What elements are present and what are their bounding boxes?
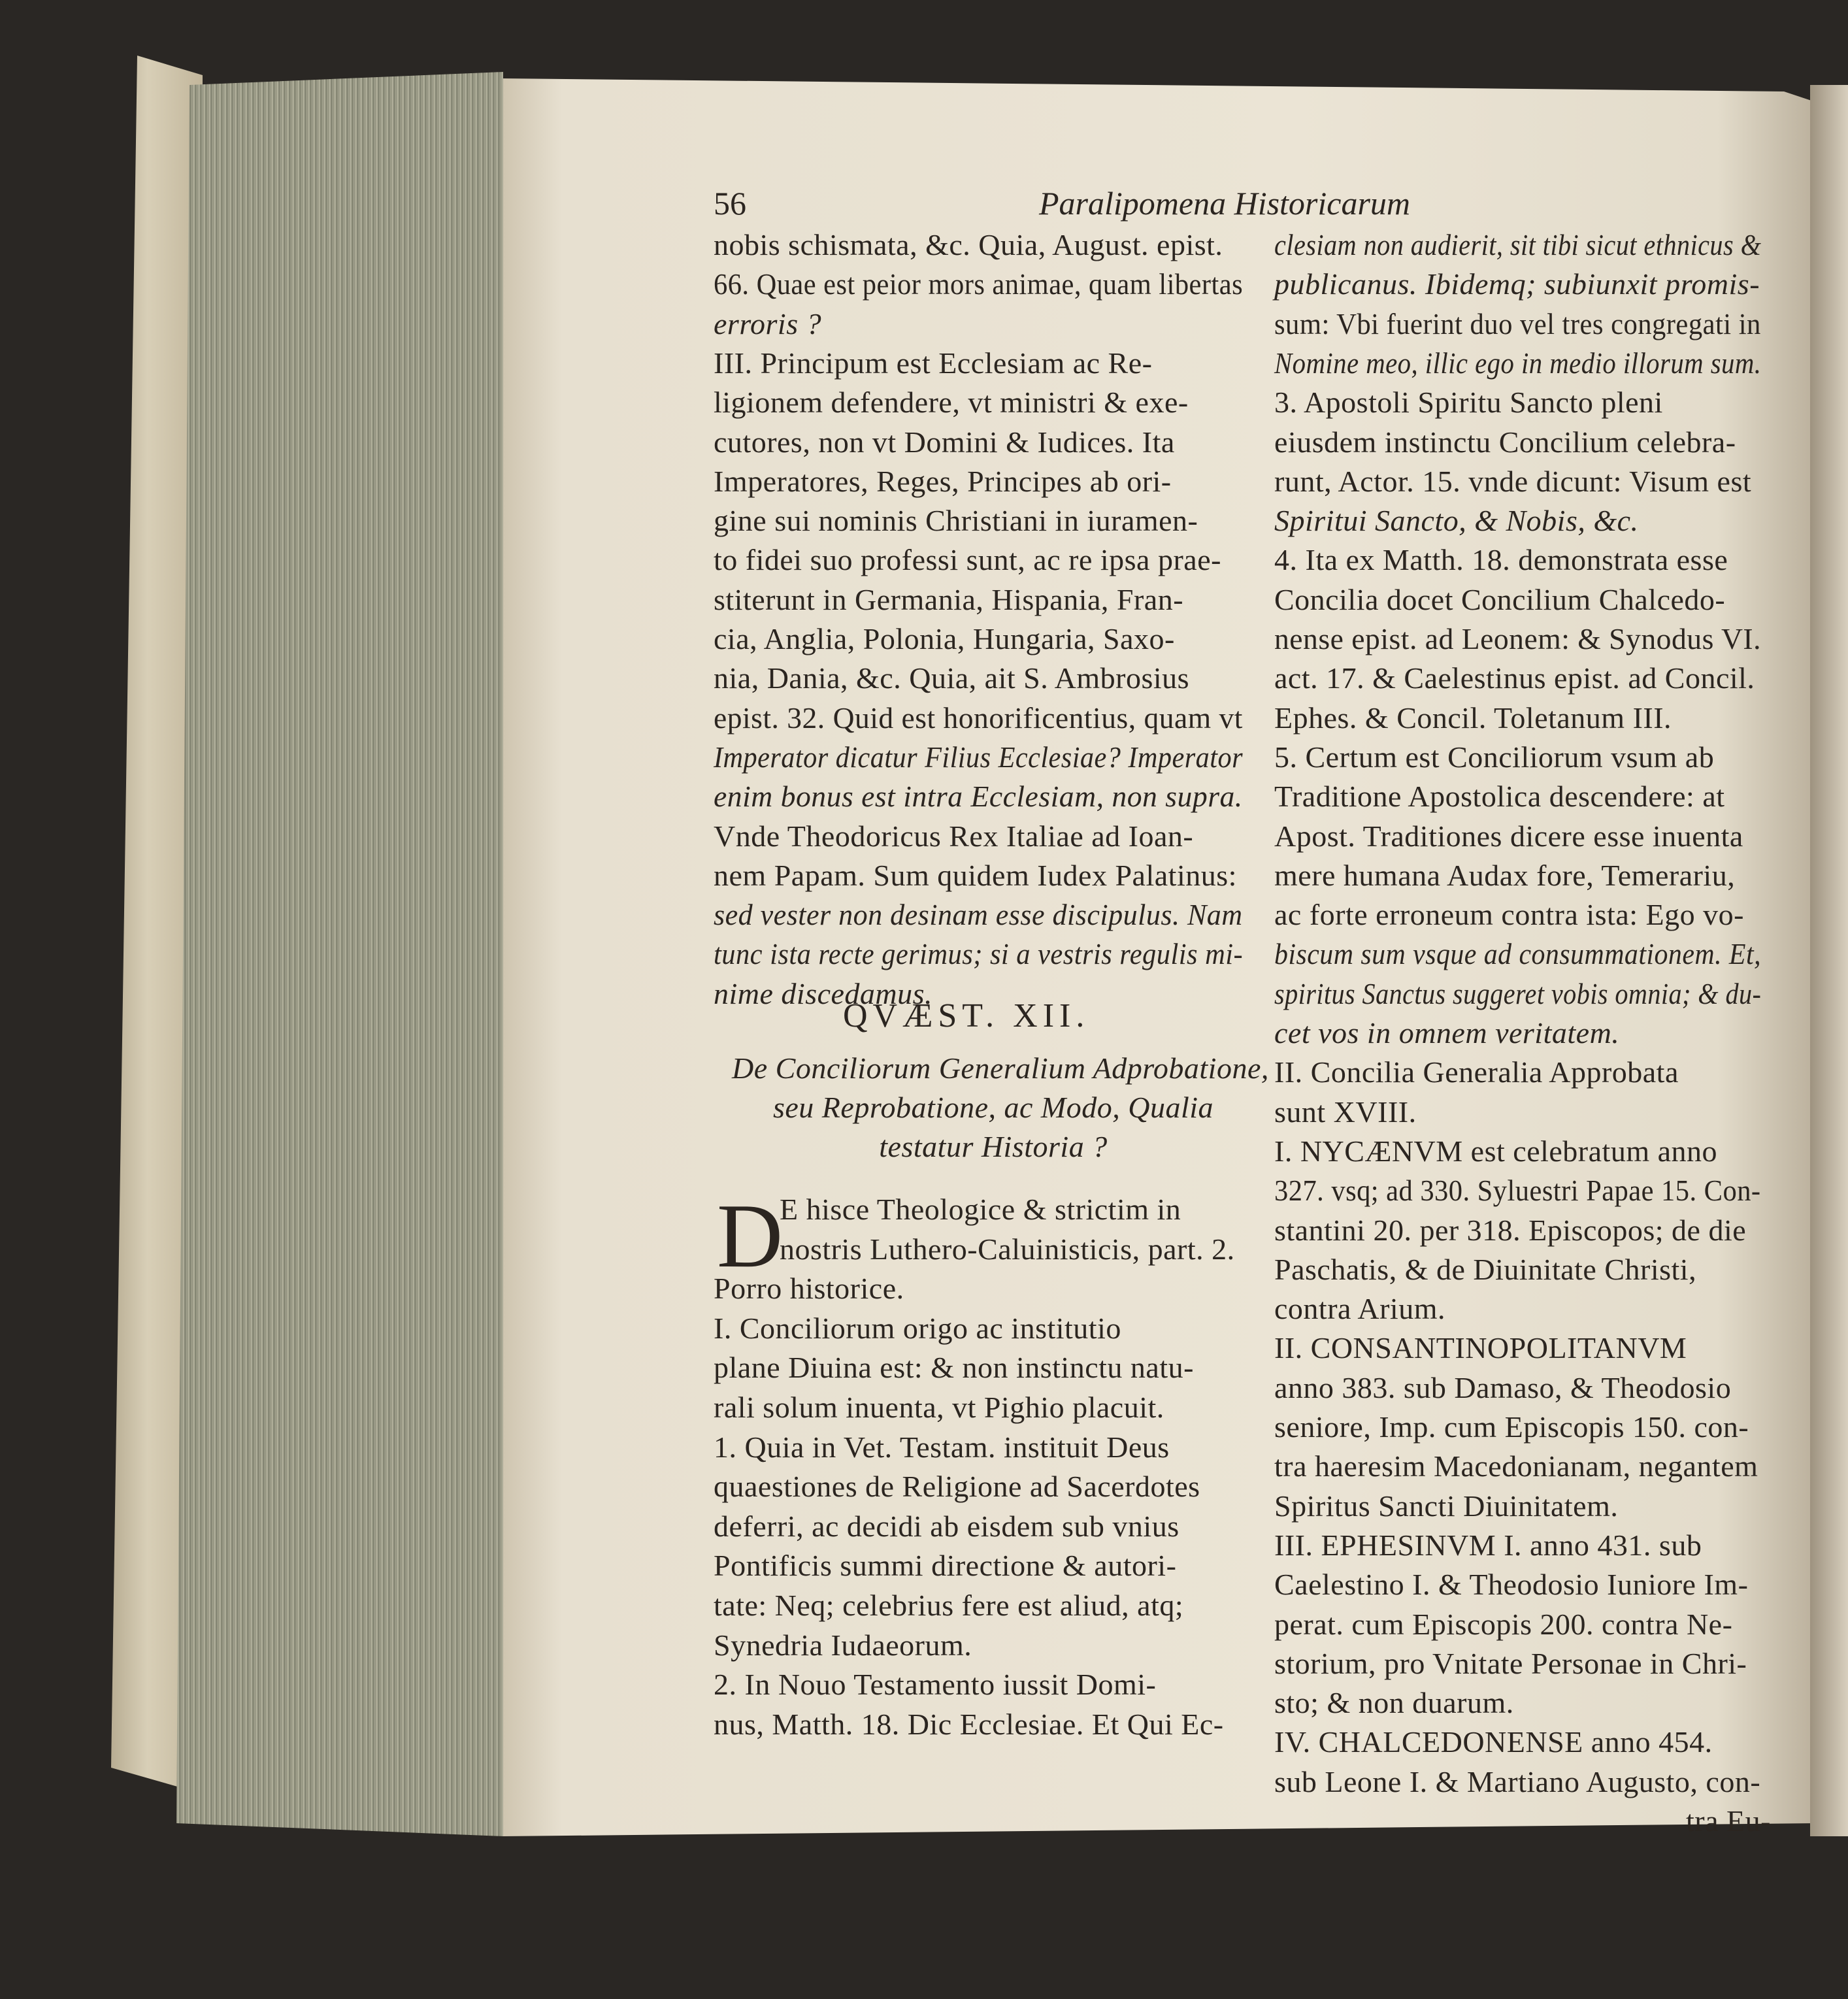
text-line: ac forte erroneum contra ista: Ego vo- bbox=[1274, 898, 1744, 932]
text-line: nostris Luthero-Caluinisticis, part. 2. bbox=[780, 1232, 1235, 1266]
text-line: Caelestino I. & Theodosio Iuniore Im- bbox=[1274, 1568, 1749, 1602]
text-line: Vnde Theodoricus Rex Italiae ad Ioan- bbox=[714, 819, 1194, 853]
text-line: sto; & non duarum. bbox=[1274, 1686, 1514, 1720]
text-line: De Conciliorum Generalium Adprobatione, bbox=[732, 1051, 1269, 1085]
text-line: Apost. Traditiones dicere esse inuenta bbox=[1274, 819, 1743, 853]
text-line: nobis schismata, &c. Quia, August. epist. bbox=[714, 228, 1223, 261]
text-line: epist. 32. Quid est honorificentius, quam vt bbox=[714, 701, 1243, 735]
text-line: nia, Dania, &c. Quia, ait S. Ambrosius bbox=[714, 661, 1190, 695]
text-line: Imperator dicatur Filius Ecclesiae? Imperator bbox=[714, 740, 1244, 774]
quaestio-heading: QVÆST. XII. bbox=[843, 997, 1090, 1034]
text-line: stantini 20. per 318. Episcopos; de die bbox=[1274, 1213, 1747, 1247]
text-line: Nomine meo, illic ego in medio illorum sum. bbox=[1274, 346, 1762, 380]
text-line: 1. Quia in Vet. Testam. instituit Deus bbox=[714, 1430, 1170, 1464]
text-line: I. Conciliorum origo ac institutio bbox=[714, 1311, 1121, 1345]
text-line: enim bonus est intra Ecclesiam, non supra. bbox=[714, 780, 1243, 814]
text-line: anno 383. sub Damaso, & Theodosio bbox=[1274, 1370, 1732, 1404]
text-line: tunc ista recte gerimus; si a vestris regulis mi- bbox=[714, 937, 1244, 971]
text-line: Paschatis, & de Diuinitate Christi, bbox=[1274, 1252, 1697, 1286]
text-line: Synedria Iudaeorum. bbox=[714, 1628, 972, 1662]
text-line: tra haeresim Macedonianam, negantem bbox=[1274, 1449, 1758, 1483]
text-line: nem Papam. Sum quidem Iudex Palatinus: bbox=[714, 858, 1237, 892]
text-line: Traditione Apostolica descendere: at bbox=[1274, 780, 1725, 814]
page-number: 56 bbox=[714, 185, 746, 222]
text-line: perat. cum Episcopis 200. contra Ne- bbox=[1274, 1607, 1733, 1641]
text-line: Spiritus Sancti Diuinitatem. bbox=[1274, 1489, 1619, 1523]
text-line: Imperatores, Reges, Principes ab ori- bbox=[714, 464, 1172, 498]
text-line: 3. Apostoli Spiritu Sancto pleni bbox=[1274, 386, 1663, 420]
text-line: II. Concilia Generalia Approbata bbox=[1274, 1055, 1679, 1089]
text-line: plane Diuina est: & non instinctu natu- bbox=[714, 1351, 1194, 1385]
text-line: sunt XVIII. bbox=[1274, 1095, 1417, 1129]
text-line: seniore, Imp. cum Episcopis 150. con- bbox=[1274, 1410, 1749, 1444]
text-line: 2. In Nouo Testamento iussit Domi- bbox=[714, 1668, 1157, 1702]
text-line: I. NYCÆNVM est celebratum anno bbox=[1274, 1134, 1718, 1168]
text-line: gine sui nominis Christiani in iuramen- bbox=[714, 504, 1198, 538]
text-line: ligionem defendere, vt ministri & exe- bbox=[714, 386, 1189, 420]
text-line: publicanus. Ibidemq; subiunxit promis- bbox=[1274, 267, 1760, 301]
text-line: spiritus Sanctus suggeret vobis omnia; & du- bbox=[1274, 976, 1762, 1010]
text-line: IV. CHALCEDONENSE anno 454. bbox=[1274, 1725, 1713, 1759]
text-line: Spiritui Sancto, & Nobis, &c. bbox=[1274, 504, 1639, 538]
text-line: quaestiones de Religione ad Sacerdotes bbox=[714, 1470, 1200, 1504]
text-line: 66. Quae est peior mors animae, quam libertas bbox=[714, 267, 1244, 301]
text-line: runt, Actor. 15. vnde dicunt: Visum est bbox=[1274, 464, 1752, 498]
text-line: eiusdem instinctu Concilium celebra- bbox=[1274, 425, 1736, 459]
text-line: nus, Matth. 18. Dic Ecclesiae. Et Qui Ec- bbox=[714, 1707, 1224, 1741]
text-line: act. 17. & Caelestinus epist. ad Concil. bbox=[1274, 661, 1755, 695]
text-line: Pontificis summi directione & autori- bbox=[714, 1549, 1177, 1583]
text-line: storium, pro Vnitate Personae in Chri- bbox=[1274, 1646, 1747, 1680]
text-line: to fidei suo professi sunt, ac re ipsa prae- bbox=[714, 543, 1221, 577]
text-line: sed vester non desinam esse discipulus. Nam bbox=[714, 898, 1243, 932]
text-line: Concilia docet Concilium Chalcedo- bbox=[1274, 582, 1726, 616]
text-line: Ephes. & Concil. Toletanum III. bbox=[1274, 701, 1672, 735]
running-title: Paralipomena Historicarum bbox=[1039, 185, 1411, 222]
text-line: rali solum inuenta, vt Pighio placuit. bbox=[714, 1391, 1164, 1424]
text-line: E hisce Theologice & strictim in bbox=[780, 1193, 1181, 1226]
text-line: III. EPHESINVM I. anno 431. sub bbox=[1274, 1528, 1702, 1562]
text-line: nense epist. ad Leonem: & Synodus VI. bbox=[1274, 622, 1761, 655]
text-line: testatur Historia ? bbox=[879, 1130, 1108, 1163]
text-line: nime discedamus. bbox=[714, 976, 933, 1010]
text-line: Porro historice. bbox=[714, 1272, 904, 1306]
text-line: 5. Certum est Conciliorum vsum ab bbox=[1274, 740, 1715, 774]
text-line: 327. vsq; ad 330. Syluestri Papae 15. Con- bbox=[1274, 1174, 1761, 1208]
text-line: sum: Vbi fuerint duo vel tres congregati in bbox=[1274, 306, 1761, 340]
text-line: biscum sum vsque ad consummationem. Et, bbox=[1274, 937, 1762, 971]
text-line: erroris ? bbox=[714, 306, 822, 340]
text-line: 4. Ita ex Matth. 18. demonstrata esse bbox=[1274, 543, 1728, 577]
catchword: tra Eu- bbox=[1686, 1804, 1771, 1838]
text-line: cutores, non vt Domini & Iudices. Ita bbox=[714, 425, 1175, 459]
text-line: cet vos in omnem veritatem. bbox=[1274, 1016, 1620, 1049]
text-line: III. Principum est Ecclesiam ac Re- bbox=[714, 346, 1153, 380]
text-line: stiterunt in Germania, Hispania, Fran- bbox=[714, 582, 1184, 616]
text-line: tate: Neq; celebrius fere est aliud, atq; bbox=[714, 1589, 1184, 1622]
text-line: cia, Anglia, Polonia, Hungaria, Saxo- bbox=[714, 622, 1175, 655]
text-line: seu Reprobatione, ac Modo, Qualia bbox=[772, 1091, 1214, 1124]
text-line: deferri, ac decidi ab eisdem sub vnius bbox=[714, 1509, 1180, 1543]
text-line: II. CONSANTINOPOLITANVM bbox=[1274, 1331, 1687, 1365]
text-line: sub Leone I. & Martiano Augusto, con- bbox=[1274, 1764, 1761, 1798]
text-line: clesiam non audierit, sit tibi sicut ethnicus & bbox=[1274, 228, 1762, 261]
drop-cap: D bbox=[717, 1185, 784, 1287]
text-line: contra Arium. bbox=[1274, 1292, 1445, 1326]
text-line: mere humana Audax fore, Temerariu, bbox=[1274, 858, 1736, 892]
